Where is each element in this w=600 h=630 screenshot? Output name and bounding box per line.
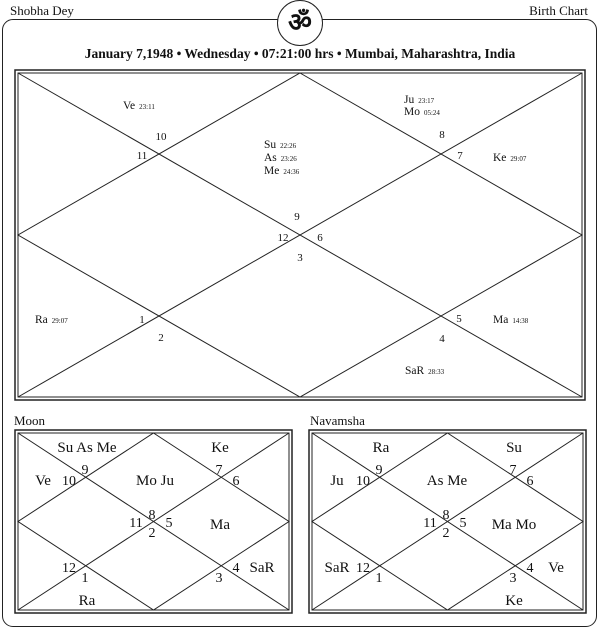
navamsha-house-number: 3 xyxy=(509,571,517,586)
moon-chart xyxy=(15,430,292,613)
om-icon xyxy=(277,0,323,46)
moon-house-number: 2 xyxy=(148,526,156,541)
navamsha-house-number: 7 xyxy=(509,463,517,478)
moon-house-number: 4 xyxy=(232,561,240,576)
main-house-number: 2 xyxy=(158,332,164,344)
main-house-number: 9 xyxy=(294,211,300,223)
main-planet: Ma 14:38 xyxy=(493,314,529,326)
main-house-number: 4 xyxy=(439,333,445,345)
navamsha-house-number: 2 xyxy=(442,526,450,541)
navamsha-house-number: 5 xyxy=(459,516,467,531)
main-planet: Ke 29:07 xyxy=(493,152,527,164)
main-planet: Me 24:36 xyxy=(264,165,300,177)
moon-planet: Ke xyxy=(211,440,229,456)
moon-planet: Ve xyxy=(35,473,51,489)
navamsha-house-number: 11 xyxy=(423,516,437,531)
main-planet: Ve 23:11 xyxy=(123,100,155,112)
chart-title: Birth Chart xyxy=(529,3,588,18)
moon-chart-label: Moon xyxy=(14,413,46,428)
navamsha-planet: Ra xyxy=(372,440,390,456)
moon-planet: Mo Ju xyxy=(136,473,174,489)
moon-planet: Su As Me xyxy=(57,440,117,456)
moon-house-number: 11 xyxy=(129,516,143,531)
navamsha-house-number: 9 xyxy=(375,463,383,478)
navamsha-planet: As Me xyxy=(426,473,468,489)
navamsha-house-number: 6 xyxy=(526,474,534,489)
main-house-number: 11 xyxy=(136,150,148,162)
birth-details: January 7,1948 • Wednesday • 07:21:00 hrs • Mumbai, Maharashtra, India xyxy=(84,46,516,61)
om-glyph: ॐ xyxy=(288,8,312,37)
main-house-number: 6 xyxy=(317,232,323,244)
moon-house-number: 12 xyxy=(62,561,76,576)
moon-house-number: 10 xyxy=(62,474,76,489)
navamsha-house-number: 12 xyxy=(356,561,370,576)
main-planet: As 23:26 xyxy=(264,152,297,164)
moon-planet: Ra xyxy=(78,593,96,609)
main-planet: SaR 28:33 xyxy=(405,365,445,377)
main-house-number: 5 xyxy=(456,313,462,325)
navamsha-planet: Ke xyxy=(505,593,523,609)
moon-house-number: 7 xyxy=(215,463,223,478)
moon-house-number: 9 xyxy=(81,463,89,478)
navamsha-house-number: 1 xyxy=(375,571,383,586)
navamsha-chart xyxy=(309,430,586,613)
moon-planet: SaR xyxy=(249,560,275,576)
navamsha-house-number: 8 xyxy=(442,508,450,523)
navamsha-house-number: 4 xyxy=(526,561,534,576)
main-planet: Ju 23:17 xyxy=(404,94,435,106)
navamsha-chart-label: Navamsha xyxy=(310,413,365,428)
main-house-number: 7 xyxy=(457,150,463,162)
navamsha-planet: Ju xyxy=(330,473,344,489)
navamsha-planet: Ma Mo xyxy=(491,517,537,533)
navamsha-house-number: 10 xyxy=(356,474,370,489)
main-house-number: 12 xyxy=(277,232,289,244)
main-planet: Su 22:26 xyxy=(264,139,297,151)
main-house-number: 1 xyxy=(139,314,145,326)
main-house-number: 8 xyxy=(439,129,445,141)
moon-house-number: 8 xyxy=(148,508,156,523)
navamsha-planet: Ve xyxy=(548,560,564,576)
main-chart xyxy=(15,70,585,400)
navamsha-planet: SaR xyxy=(324,560,350,576)
moon-house-number: 5 xyxy=(165,516,173,531)
moon-planet: Ma xyxy=(210,517,230,533)
main-planet: Mo 05:24 xyxy=(404,106,440,118)
main-planet: Ra 29:07 xyxy=(35,314,68,326)
moon-house-number: 3 xyxy=(215,571,223,586)
moon-house-number: 6 xyxy=(232,474,240,489)
moon-house-number: 1 xyxy=(81,571,89,586)
navamsha-planet: Su xyxy=(506,440,522,456)
main-house-number: 10 xyxy=(155,131,167,143)
native-name: Shobha Dey xyxy=(10,3,74,18)
main-house-number: 3 xyxy=(297,252,303,264)
